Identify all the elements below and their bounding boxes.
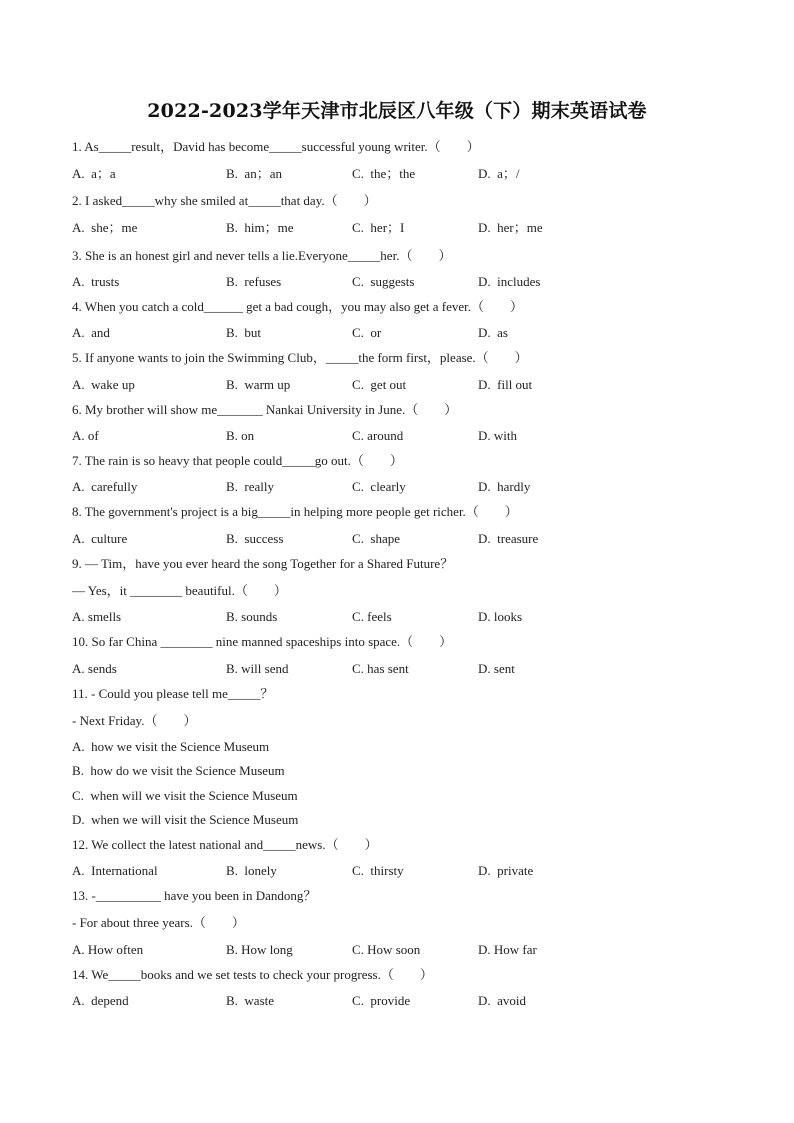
- question-6-option-c: C. around: [352, 428, 404, 443]
- question-6-option-d: D. with: [478, 428, 517, 443]
- question-11-option-a: A. how we visit the Science Museum: [72, 739, 270, 754]
- question-11-option-c: C. when will we visit the Science Museum: [72, 788, 298, 803]
- question-9-reply: — Yes，it ________ beautiful.（ ）: [72, 583, 287, 598]
- question-11-option-d: D. when we will visit the Science Museum: [72, 812, 299, 827]
- question-14-option-c: C. provide: [352, 993, 411, 1008]
- question-10-option-d: D. sent: [478, 661, 515, 676]
- question-5-option-b: B. warm up: [226, 377, 291, 392]
- question-1-option-d: D. a；/: [478, 166, 520, 181]
- question-13-option-d: D. How far: [478, 942, 537, 957]
- question-4-option-a: A. and: [72, 325, 110, 340]
- question-3-option-d: D. includes: [478, 274, 541, 289]
- question-14-option-b: B. waste: [226, 993, 275, 1008]
- question-3-option-b: B. refuses: [226, 274, 282, 289]
- question-9-stem: 9. — Tim，have you ever heard the song Together for a Shared Future？: [72, 556, 454, 571]
- question-5-stem: 5. If anyone wants to join the Swimming Club，_____the form first，please.（ ）: [72, 350, 528, 365]
- question-8-option-d: D. treasure: [478, 531, 539, 546]
- question-2-option-b: B. him；me: [226, 220, 294, 235]
- question-4-option-b: B. but: [226, 325, 262, 340]
- question-7-stem: 7. The rain is so heavy that people could_____go out.（ ）: [72, 453, 403, 468]
- question-11-option-b: B. how do we visit the Science Museum: [72, 763, 285, 778]
- question-4-option-c: C. or: [352, 325, 382, 340]
- question-7-option-b: B. really: [226, 479, 275, 494]
- question-9-option-b: B. sounds: [226, 609, 278, 624]
- question-1-option-a: A. a；a: [72, 166, 116, 181]
- question-6-option-b: B. on: [226, 428, 255, 443]
- question-3-option-c: C. suggests: [352, 274, 415, 289]
- question-12-option-a: A. International: [72, 863, 158, 878]
- question-10-option-c: C. has sent: [352, 661, 409, 676]
- question-13-stem: 13. -__________ have you been in Dandong？: [72, 888, 317, 903]
- question-11-reply: - Next Friday.（ ）: [72, 713, 197, 728]
- question-8-option-c: C. shape: [352, 531, 401, 546]
- question-3-option-a: A. trusts: [72, 274, 120, 289]
- question-4-stem: 4. When you catch a cold______ get a bad cough，you may also get a fever.（ ）: [72, 299, 524, 314]
- question-12-option-c: C. thirsty: [352, 863, 404, 878]
- question-3-stem: 3. She is an honest girl and never tells a lie.Everyone_____her.（ ）: [72, 248, 452, 263]
- question-14-option-d: D. avoid: [478, 993, 527, 1008]
- question-5-option-c: C. get out: [352, 377, 407, 392]
- question-6-stem: 6. My brother will show me_______ Nankai University in June.（ ）: [72, 402, 458, 417]
- question-13-option-b: B. How long: [226, 942, 293, 957]
- question-11-stem: 11. - Could you please tell me_____？: [72, 686, 274, 701]
- question-10-stem: 10. So far China ________ nine manned spaceships into space.（ ）: [72, 634, 453, 649]
- question-1-stem: 1. As_____result，David has become_____successful young writer.（ ）: [72, 139, 480, 154]
- question-2-option-c: C. her；I: [352, 220, 405, 235]
- question-1-option-c: C. the；the: [352, 166, 416, 181]
- question-9-option-a: A. smells: [72, 609, 122, 624]
- question-2-option-a: A. she；me: [72, 220, 138, 235]
- question-10-option-a: A. sends: [72, 661, 117, 676]
- question-8-stem: 8. The government's project is a big_____in helping more people get richer.（ ）: [72, 504, 518, 519]
- question-13-option-a: A. How often: [72, 942, 144, 957]
- question-13-option-c: C. How soon: [352, 942, 421, 957]
- question-8-option-b: B. success: [226, 531, 284, 546]
- question-2-stem: 2. I asked_____why she smiled at_____that day.（ ）: [72, 193, 377, 208]
- page-title: 2022-2023学年天津市北辰区八年级（下）期末英语试卷: [147, 100, 647, 122]
- question-12-stem: 12. We collect the latest national and_____news.（ ）: [72, 837, 378, 852]
- question-10-option-b: B. will send: [226, 661, 289, 676]
- question-9-option-c: C. feels: [352, 609, 392, 624]
- question-13-reply: - For about three years.（ ）: [72, 915, 245, 930]
- question-14-option-a: A. depend: [72, 993, 129, 1008]
- question-7-option-c: C. clearly: [352, 479, 406, 494]
- question-9-option-d: D. looks: [478, 609, 523, 624]
- question-2-option-d: D. her；me: [478, 220, 543, 235]
- question-5-option-d: D. fill out: [478, 377, 533, 392]
- question-7-option-d: D. hardly: [478, 479, 531, 494]
- question-1-option-b: B. an；an: [226, 166, 282, 181]
- question-4-option-d: D. as: [478, 325, 508, 340]
- question-8-option-a: A. culture: [72, 531, 128, 546]
- question-14-stem: 14. We_____books and we set tests to check your progress.（ ）: [72, 967, 433, 982]
- question-7-option-a: A. carefully: [72, 479, 138, 494]
- question-6-option-a: A. of: [72, 428, 99, 443]
- question-12-option-b: B. lonely: [226, 863, 277, 878]
- question-12-option-d: D. private: [478, 863, 534, 878]
- question-5-option-a: A. wake up: [72, 377, 135, 392]
